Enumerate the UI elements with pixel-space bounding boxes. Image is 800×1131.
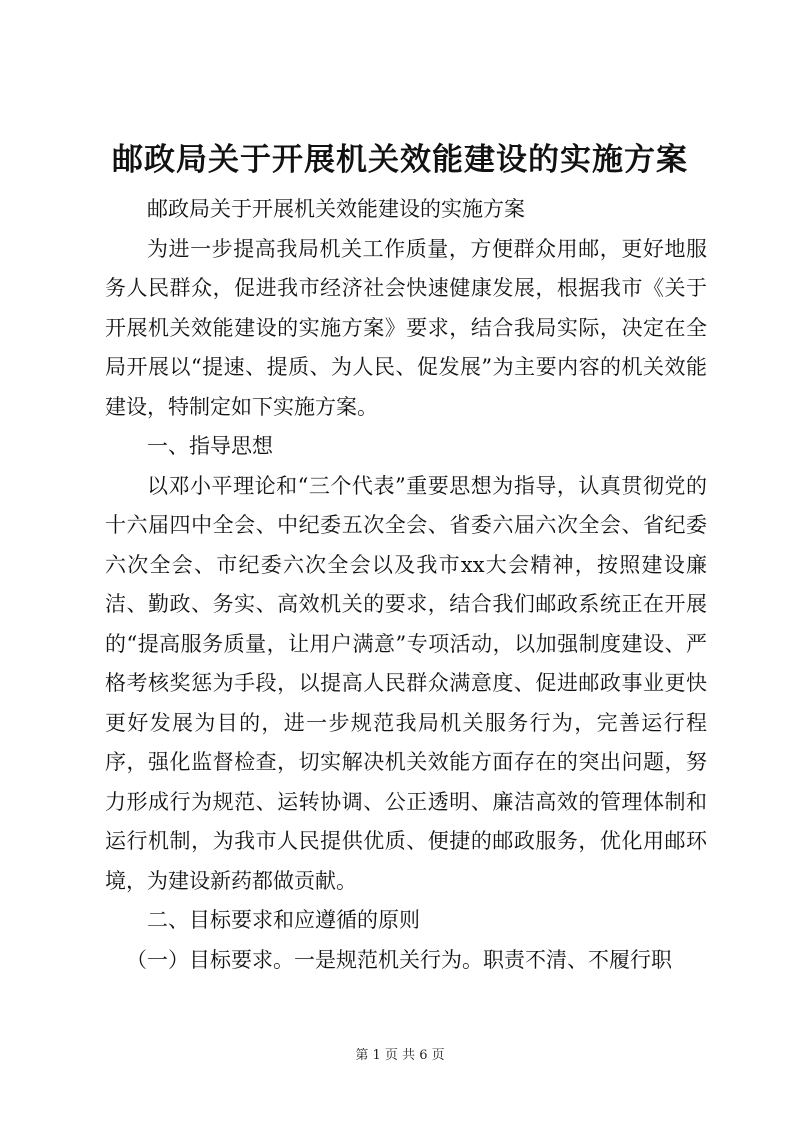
guiding-thought-paragraph: 以邓小平理论和“三个代表”重要思想为指导，认真贯彻党的十六届四中全会、中纪委五次全会、省委六届六次全会、省纪委六次全会、市纪委六次全会以及我市xx大会精神，按照建设廉洁、勤政、务实、高效机关的要求，结合我们邮政系统正在开展的“提高服务质量，让用户满意”专项活动，以加强制度建设、严格考核奖惩为手段，以提高人民群众满意度、促进邮政事业更快更好发展为目的，进一步规范我局机关服务行为，完善运行程序，强化监督检查，切实解决机关效能方面存在的突出问题，努力形成行为规范、运转协调、公正透明、廉洁高效的管理体制和运行机制，为我市人民提供优质、便捷的邮政服务，优化用邮环境，为建设新药都做贡献。	[105, 473, 707, 893]
section-heading-goals: 二、目标要求和应遵循的原则	[147, 908, 420, 932]
goals-paragraph: （一）目标要求。一是规范机关行为。职责不清、不履行职	[126, 947, 672, 972]
document-body	[105, 190, 707, 980]
document-title: 邮政局关于开展机关效能建设的实施方案	[112, 142, 688, 178]
subtitle-paragraph: 邮政局关于开展机关效能建设的实施方案	[147, 197, 525, 221]
page-footer: 第 1 页 共 6 页	[355, 1048, 445, 1063]
intro-paragraph: 为进一步提高我局机关工作质量，方便群众用邮，更好地服务人民群众，促进我市经济社会快速健康发展，根据我市《关于开展机关效能建设的实施方案》要求，结合我局实际，决定在全局开展以“提速、提质、为人民、促发展”为主要内容的机关效能建设，特制定如下实施方案。	[105, 236, 707, 419]
section-heading-guiding-thought: 一、指导思想	[147, 434, 273, 458]
